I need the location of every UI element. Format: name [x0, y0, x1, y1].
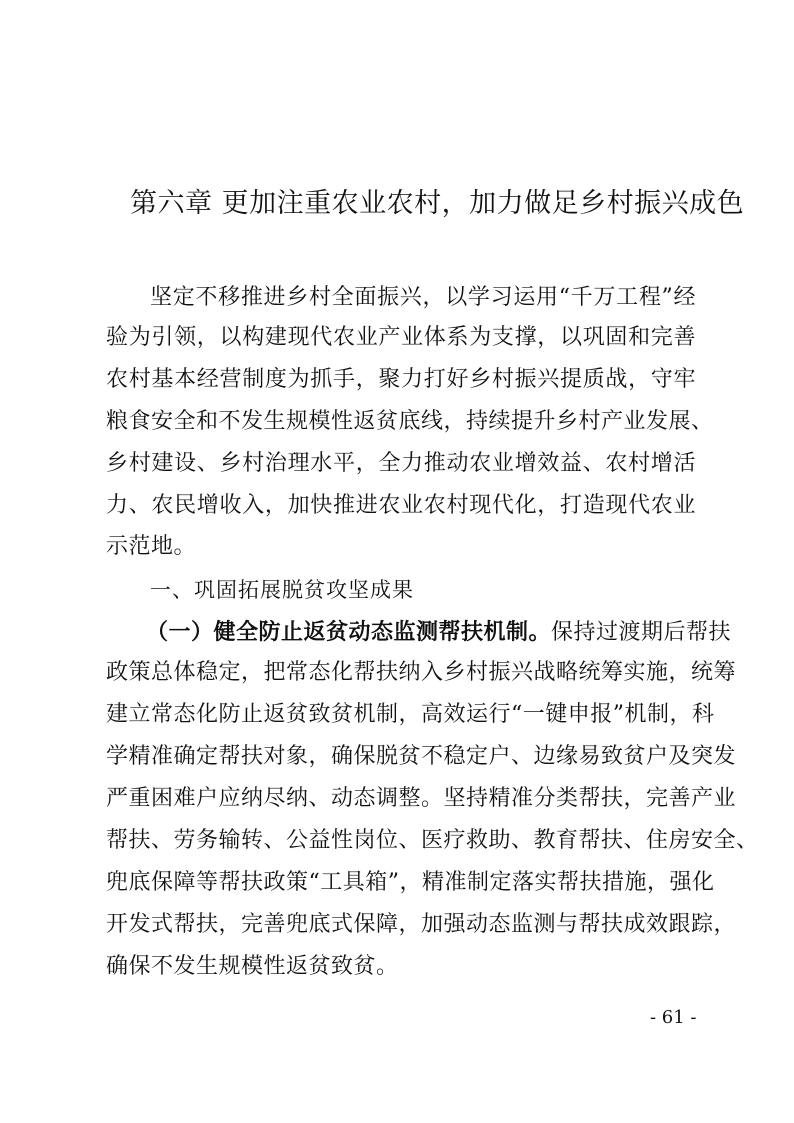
intro-line-3: 农村基本经营制度为抓手，聚力打好乡村振兴提质战，守牢 — [106, 367, 696, 392]
intro-line-1: 坚定不移推进乡村全面振兴，以学习运用“千万工程”经 — [150, 285, 696, 310]
intro-line-6: 力、农民增收入，加快推进农业农村现代化，打造现代农业 — [106, 493, 696, 518]
subsection-line-7: 兜底保障等帮扶政策“工具箱”，精准制定落实帮扶措施，强化 — [106, 870, 715, 895]
subsection-line-4: 学精准确定帮扶对象，确保脱贫不稳定户、边缘易致贫户及突发 — [106, 744, 737, 769]
subsection-line-6: 帮扶、劳务输转、公益性岗位、医疗救助、教育帮扶、住房安全、 — [106, 828, 759, 853]
intro-line-5: 乡村建设、乡村治理水平，全力推动农业增效益、农村增活 — [106, 451, 696, 476]
subsection-line-3: 建立常态化防止返贫致贫机制，高效运行“一键申报”机制，科 — [106, 702, 715, 727]
section-heading: 一、巩固拓展脱贫攻坚成果 — [150, 578, 414, 602]
subsection-line-5: 严重困难户应纳尽纳、动态调整。坚持精准分类帮扶，完善产业 — [106, 786, 737, 811]
subsection-lead: （一）健全防止返贫动态监测帮扶机制。 — [146, 619, 552, 645]
chapter-title: 第六章 更加注重农业农村，加力做足乡村振兴成色 — [130, 188, 745, 219]
subsection-first-line-rest: 保持过渡期后帮扶 — [551, 620, 732, 645]
subsection-line-9: 确保不发生规模性返贫致贫。 — [106, 954, 399, 979]
subsection-line-2: 政策总体稳定，把常态化帮扶纳入乡村振兴战略统筹实施，统筹 — [106, 660, 737, 685]
page-number: - 61 - — [650, 1007, 697, 1028]
intro-line-2: 验为引领，以构建现代农业产业体系为支撑，以巩固和完善 — [106, 325, 696, 350]
subsection-first-line — [146, 617, 732, 648]
intro-line-4: 粮食安全和不发生规模性返贫底线，持续提升乡村产业发展、 — [106, 409, 714, 434]
subsection-line-8: 开发式帮扶，完善兜底式保障，加强动态监测与帮扶成效跟踪， — [106, 912, 737, 937]
intro-line-7: 示范地。 — [106, 534, 197, 559]
